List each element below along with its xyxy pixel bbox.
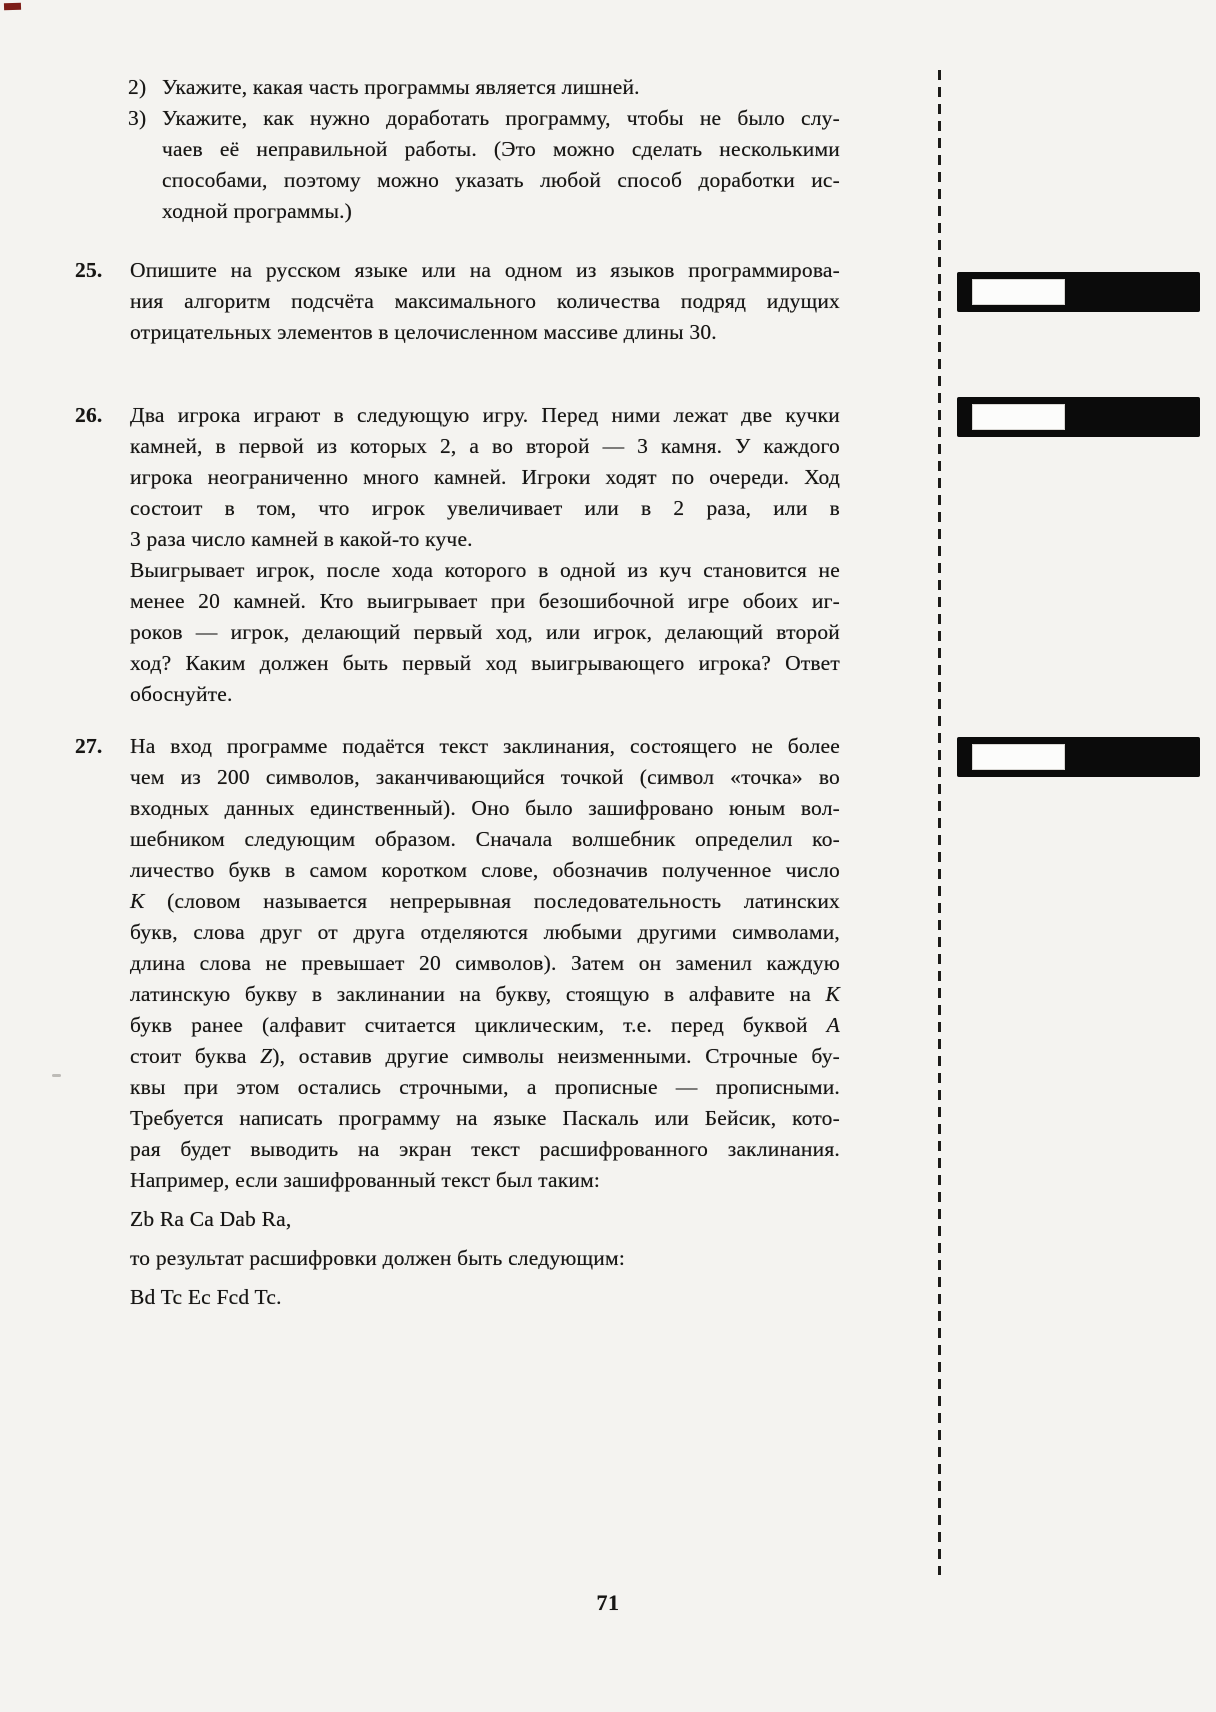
text-line: Укажите, какая часть программы является лишней. [162, 75, 640, 99]
example-result-line: Bd Tc Ec Fcd Tc. [130, 1285, 282, 1309]
text-line: ход? Каким должен быть первый ход выигрывающего игрока? Ответ [130, 651, 840, 675]
text-line: латинскую букву в заклинании на букву, стоящую в алфавите на K [130, 982, 840, 1006]
text-line: чем из 200 символов, заканчивающийся точкой (символ «точка» во [130, 765, 840, 789]
item-marker: 2) [128, 75, 147, 99]
score-box-25 [957, 272, 1200, 312]
text-line: Требуется написать программу на языке Паскаль или Бейсик, кото- [130, 1106, 840, 1130]
text-line: шебником следующим образом. Сначала волшебник определил ко- [130, 827, 840, 851]
page-number: 71 [596, 1590, 620, 1615]
text-line: обоснуйте. [130, 682, 233, 706]
list-item-2 [128, 72, 840, 103]
text-line: Выигрывает игрок, после хода которого в одной из куч становится не [130, 558, 840, 582]
text-line: Укажите, как нужно доработать программу, чтобы не было слу- [162, 106, 840, 130]
text-line: отрицательных элементов в целочисленном массиве длины 30. [130, 320, 717, 344]
text-line: стоит буква Z), оставив другие символы неизменными. Строчные бу- [130, 1044, 840, 1068]
scan-artifact [52, 1074, 61, 1077]
item-body [162, 103, 840, 227]
text-line: ходной программы.) [162, 199, 353, 223]
text-line: длина слова не превышает 20 символов). Затем он заменил каждую [130, 951, 840, 975]
score-box-window [972, 404, 1065, 430]
score-box-window [972, 744, 1065, 770]
text-line: Два игрока играют в следующую игру. Перед ними лежат две кучки [130, 403, 840, 427]
text-line: Например, если зашифрованный текст был таким: [130, 1168, 601, 1192]
text-line: чаев её неправильной работы. (Это можно сделать несколькими [162, 137, 840, 161]
text-line: способами, поэтому можно указать любой способ доработки ис- [162, 168, 840, 192]
subitems-block [75, 72, 840, 227]
score-box-27 [957, 737, 1200, 777]
list-item-3 [128, 103, 840, 227]
text-line: роков — игрок, делающий первый ход, или игрок, делающий второй [130, 620, 840, 644]
text-line: Опишите на русском языке или на одном из языков программирова- [130, 258, 840, 282]
example-cipher-line: Zb Ra Ca Dab Ra, [130, 1207, 292, 1231]
problem-number: 27. [75, 734, 103, 758]
text-line: камней, в первой из которых 2, а во второй — 3 камня. У каждого [130, 434, 840, 458]
text-line: состоит в том, что игрок увеличивает или в 2 раза, или в [130, 496, 840, 520]
text-line: K (словом называется непрерывная последовательность латинских [130, 889, 840, 913]
text-line: менее 20 камней. Кто выигрывает при безошибочной игре обоих иг- [130, 589, 840, 613]
problem-body [130, 731, 840, 1313]
item-body [162, 72, 840, 103]
text-line: На вход программе подаётся текст заклинания, состоящего не более [130, 734, 840, 758]
problem-26 [75, 400, 840, 710]
problem-27 [75, 731, 840, 1313]
problem-25 [75, 255, 840, 348]
problem-body [130, 255, 840, 348]
scan-mark-red [4, 3, 21, 11]
dashed-cut-line [938, 70, 941, 1575]
text-line: ния алгоритм подсчёта максимального количества подряд идущих [130, 289, 840, 313]
text-line: личество букв в самом коротком слове, обозначив полученное число [130, 858, 840, 882]
problem-body [130, 400, 840, 710]
text-line: букв, слова друг от друга отделяются любыми другими символами, [130, 920, 840, 944]
problem-number: 25. [75, 258, 103, 282]
problem-number: 26. [75, 403, 103, 427]
score-box-26 [957, 397, 1200, 437]
text-line: букв ранее (алфавит считается циклическим, т.е. перед буквой A [130, 1013, 840, 1037]
text-line: игрока неограниченно много камней. Игроки ходят по очереди. Ход [130, 465, 840, 489]
text-line: 3 раза число камней в какой-то куче. [130, 527, 473, 551]
item-marker: 3) [128, 106, 147, 130]
score-box-window [972, 279, 1065, 305]
decrypt-intro-line: то результат расшифровки должен быть следующим: [130, 1246, 625, 1270]
text-line: квы при этом остались строчными, а прописные — прописными. [130, 1075, 840, 1099]
text-line: входных данных единственный). Оно было зашифровано юным вол- [130, 796, 840, 820]
text-line: рая будет выводить на экран текст расшифрованного заклинания. [130, 1137, 840, 1161]
